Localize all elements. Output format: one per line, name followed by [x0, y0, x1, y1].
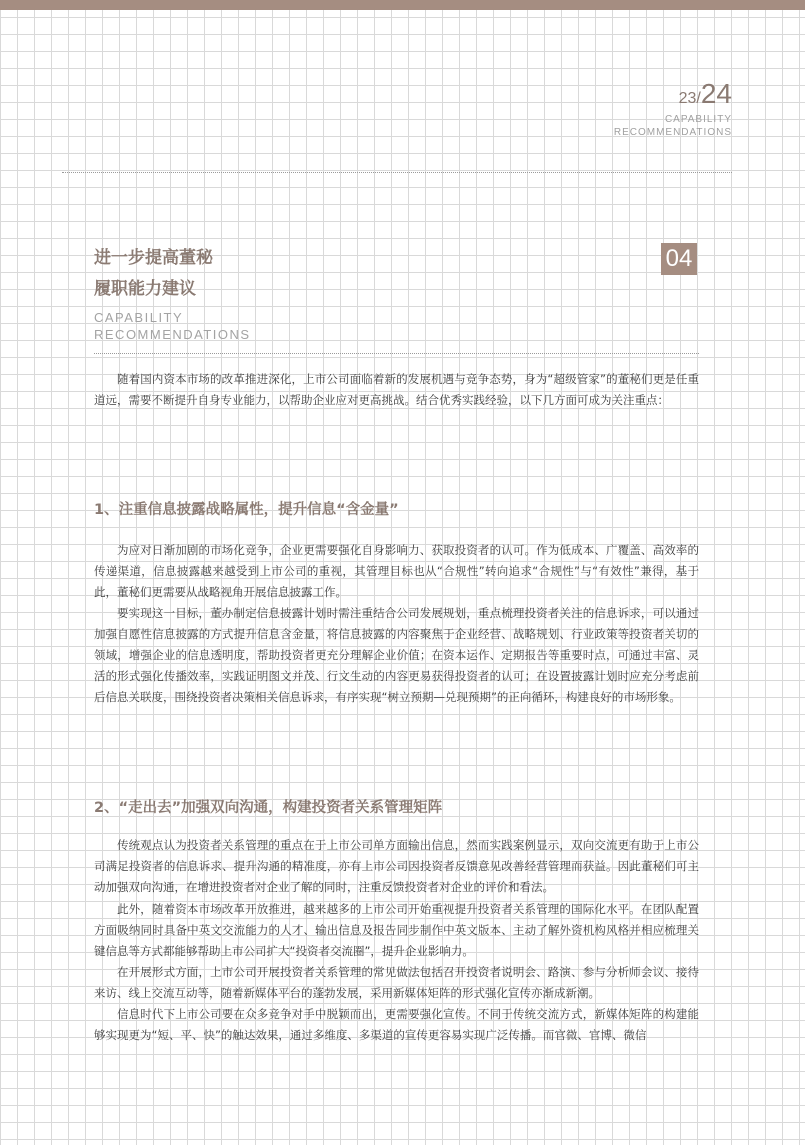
intro-paragraph: 随着国内资本市场的改革推进深化，上市公司面临着新的发展机遇与竞争态势，身为“超级管家”的董秘们更是任重道远，需要不断提升自身专业能力，以帮助企业应对更高挑战。结合优秀实践经验，以下几方面可成为关注重点：: [94, 372, 699, 407]
part1-heading: 1、注重信息披露战略属性，提升信息“含金量”: [94, 502, 399, 518]
part2-heading: 2、“走出去”加强双向沟通，构建投资者关系管理矩阵: [94, 800, 443, 816]
page-current: 23: [678, 90, 697, 107]
section-english-line2: RECOMMENDATIONS: [94, 327, 251, 342]
header-subtitle-line2: RECOMMENDATIONS: [613, 127, 732, 138]
part2-paragraph-1: 传统观点认为投资者关系管理的重点在于上市公司单方面输出信息，然而实践案例显示，双向交流更有助于上市公司满足投资者的信息诉求、提升沟通的精准度，亦有上市公司因投资者反馈意见改善经营管理而获益。因此董秘们可主动加强双向沟通，在增进投资者对企业了解的同时，注重反馈投资者对企业的评价和看法。: [94, 838, 699, 894]
part2-paragraph-3: 在开展形式方面，上市公司开展投资者关系管理的常见做法包括召开投资者说明会、路演、参与分析师会议、接待来访、线上交流互动等，随着新媒体平台的蓬勃发展，采用新媒体矩阵的形式强化宣传亦渐成新潮。: [94, 965, 699, 1000]
part1-paragraph-2: 要实现这一目标，董办制定信息披露计划时需注重结合公司发展规划，重点梳理投资者关注的信息诉求，可以通过加强自愿性信息披露的方式提升信息含金量，将信息披露的内容聚焦于企业经营、战略规划、行业政策等投资者关切的领域，增强企业的信息透明度，帮助投资者更充分理解企业价值；在资本运作、定期报告等重要时点，可通过丰富、灵活的形式强化传播效率，实践证明图文并茂、行文生动的内容更易获得投资者的认可；在设置披露计划时应充分考虑前后信息关联度，围绕投资者决策相关信息诉求，有序实现“树立预期—兑现预期”的正向循环，构建良好的市场形象。: [94, 606, 699, 704]
section-divider: [94, 353, 699, 354]
section-english-line1: CAPABILITY: [94, 310, 184, 325]
part2-paragraph-2: 此外，随着资本市场改革开放推进，越来越多的上市公司开始重视提升投资者关系管理的国际化水平。在团队配置方面吸纳同时具备中英文交流能力的人才、输出信息及报告同步制作中英文版本、主动了解外资机构风格并相应梳理关键信息等方式都能够帮助上市公司扩大“投资者交流圈”，提升企业影响力。: [94, 902, 699, 958]
page-number: [679, 78, 732, 110]
top-accent-bar: [0, 0, 805, 10]
part2-paragraph-4: 信息时代下上市公司要在众多竞争对手中脱颖而出，更需要强化宣传。不同于传统交流方式，新媒体矩阵的构建能够实现更为“短、平、快”的触达效果，通过多维度、多渠道的宣传更容易实现广泛传播。而官微、官博、微信: [94, 1007, 699, 1042]
page-total: 24: [700, 78, 732, 109]
section-number-badge: 04: [661, 243, 697, 275]
header-subtitle-line1: CAPABILITY: [664, 114, 732, 125]
section-english-title: [94, 309, 251, 343]
part1-paragraph-1: 为应对日渐加剧的市场化竞争，企业更需要强化自身影响力、获取投资者的认可。作为低成本、广覆盖、高效率的传递渠道，信息披露越来越受到上市公司的重视，其管理目标也从“合规性”转向追求“合规性”与“有效性”兼得，基于此，董秘们更需要从战略视角开展信息披露工作。: [94, 543, 699, 599]
header-subtitle: [614, 113, 732, 139]
section-title-line2: 履职能力建议: [94, 279, 196, 299]
section-title-line1: 进一步提高董秘: [94, 248, 213, 268]
section-title: [94, 243, 213, 305]
header-divider: [62, 172, 732, 173]
page-separator: /: [696, 90, 701, 107]
